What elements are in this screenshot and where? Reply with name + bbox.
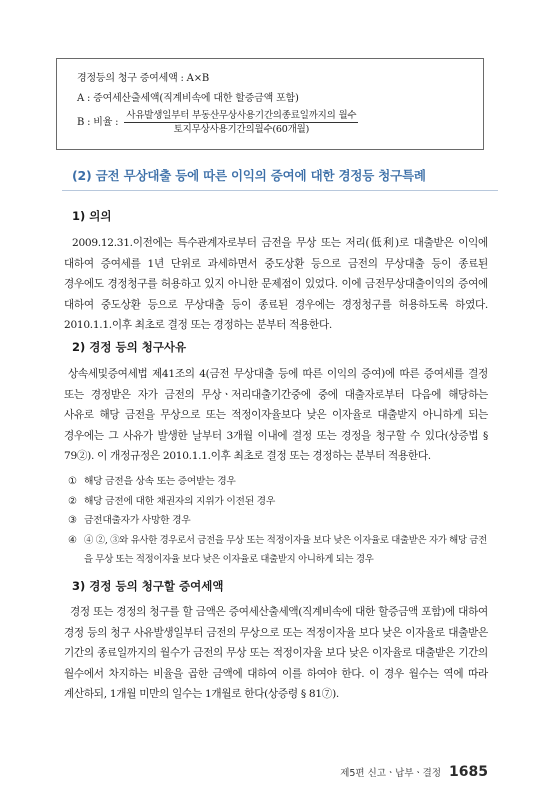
ratio-label: B : 비율 : [77,116,119,128]
list-item [68,472,490,492]
page-number: 1685 [449,764,488,780]
section-title: (2) 금전 무상대출 등에 따른 이익의 증여에 대한 경정등 청구특례 [72,168,426,183]
list-item-text: 금전대출자가 사망한 경우 [84,515,191,526]
heading-purpose: 1) 의의 [72,209,112,223]
list-marker: ① [68,476,77,487]
fraction-numerator: 사유발생일부터 부동산무상사용기간의종료일까지의 월수 [126,110,357,121]
list-item [68,511,490,531]
paragraph-claim-amount [64,602,488,705]
formula-box [56,58,484,150]
footer-chapter: 제5편 신고ㆍ납부ㆍ결정 [340,768,442,779]
list-item [68,531,490,570]
paragraph-claim-reasons [64,364,488,467]
formula-definition-a: A : 증여세산출세액(직계비속에 대한 할증금액 포함) [77,93,299,104]
paragraph-text: 상속세및증여세법 제41조의 4(금전 무상대출 등에 따른 이익의 증여)에 따른 증여세를 결정 또는 경정받은 자가 금전의 무상ㆍ저리대출기간중에 중에 대출자로부터 다음에 해당하는 사유로 해당 금전을 무상으로 또는 적정이자율보다 낮은 이자율로 대출받지 아니하게 되는 경우에는 그 사유가 발생한 날부터 3개월 이내에 결정 또는 경정을 청구할 수 있다(상증법 § 79②). 이 개정규정은 2010.1.1.이후 최초로 결정 또는 경정하는 분부터 적용한다. [64,368,488,463]
list-item-text: 해당 금전에 대한 채권자의 지위가 이전된 경우 [84,495,275,507]
formula-line: 경정등의 청구 증여세액 : A×B [77,73,210,84]
ratio-fraction [124,109,358,136]
claim-reasons-list [68,472,490,570]
list-marker: ③ [68,515,77,526]
fraction-denominator: 토지무상사용기간의월수(60개월) [173,124,310,135]
paragraph-purpose [64,233,488,336]
list-item-text: 해당 금전을 상속 또는 증여받는 경우 [84,476,236,487]
paragraph-text: 경정 또는 경정의 청구를 할 금액은 증여세산출세액(직계비속에 대한 할증금액 포함)에 대하여 경정 등의 청구 사유발생일부터 금전의 무상으로 또는 적정이자율 보다 낮은 이자율로 대출받은 기간의 종료일까지의 월수가 금전의 무상 또는 적정이자율 보다 낮은 이자율로 대출받은 기간의 월수에서 차지하는 비율을 곱한 금액에 대하여 이를 하여야 한다. 이 경우 월수는 역에 따라 계산하되, 1개월 미만의 일수는 1개월로 한다(상증령 § 81⑦). [64,606,488,701]
section-divider [62,190,498,191]
list-marker: ④ [68,534,77,546]
formula-ratio [77,109,469,136]
heading-claim-reasons: 2) 경정 등의 청구사유 [72,340,187,354]
page-footer [340,764,488,780]
list-item [68,492,490,512]
heading-claim-amount: 3) 경정 등의 청구할 증여세액 [72,579,224,593]
list-marker: ② [68,495,77,507]
paragraph-text: 2009.12.31.이전에는 특수관계자로부터 금전을 무상 또는 저리(低利)로 대출받은 이익에 대하여 증여세를 1년 단위로 과세하면서 중도상환 등으로 금전의 무상대출 등이 종료된 경우에도 경정청구를 허용하고 있지 아니한 문제점이 있었다. 이에 금전무상대출이익의 증여에 대하여 중도상환 등으로 무상대출 등이 종료된 경우에는 경정청구를 허용하도록 하였다. 2010.1.1.이후 최초로 결정 또는 경정하는 분부터 적용한다. [64,237,488,332]
list-item-text: ④ ②, ③와 유사한 경우로서 금전을 무상 또는 적정이자율 보다 낮은 이자율로 대출받은 자가 해당 금전을 무상 또는 적정이자율 보다 낮은 이자율로 대출받지 아니하게 되는 경우 [84,534,487,565]
